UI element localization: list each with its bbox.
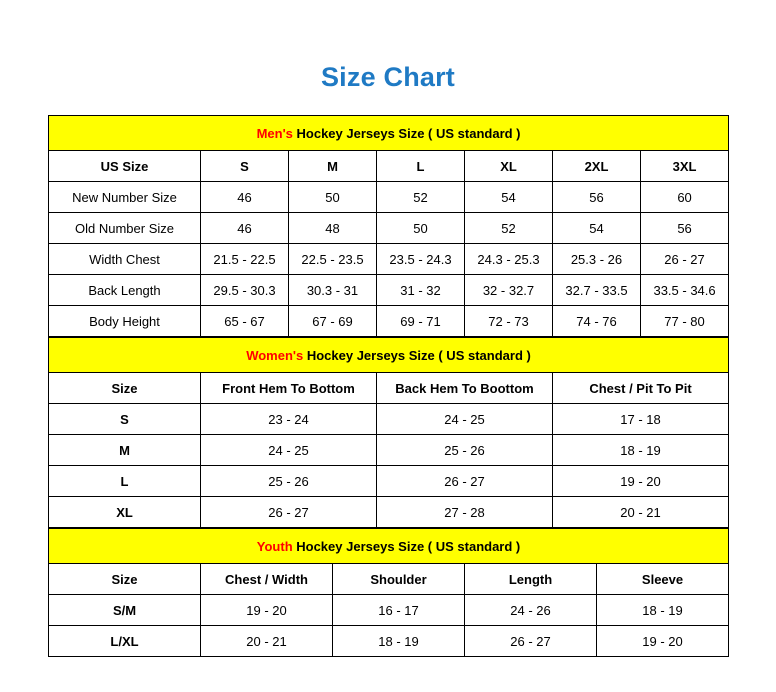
table-cell: 20 - 21 bbox=[553, 497, 729, 528]
table-cell: 25 - 26 bbox=[201, 466, 377, 497]
section-banner-row bbox=[49, 116, 729, 151]
youth-header-cell: Size bbox=[49, 564, 201, 595]
table-cell: 25.3 - 26 bbox=[553, 244, 641, 275]
mens-header-cell: US Size bbox=[49, 151, 201, 182]
table-cell: 19 - 20 bbox=[597, 626, 729, 657]
table-cell: 33.5 - 34.6 bbox=[641, 275, 729, 306]
womens-header-cell: Front Hem To Bottom bbox=[201, 373, 377, 404]
youth-section-banner bbox=[49, 529, 729, 564]
mens-banner-accent: Men's bbox=[256, 125, 293, 141]
womens-banner-rest: Hockey Jerseys Size ( US standard ) bbox=[303, 347, 531, 363]
table-cell: 32.7 - 33.5 bbox=[553, 275, 641, 306]
table-cell: 50 bbox=[377, 213, 465, 244]
youth-header-cell: Length bbox=[465, 564, 597, 595]
table-cell: 26 - 27 bbox=[641, 244, 729, 275]
table-cell: 26 - 27 bbox=[465, 626, 597, 657]
table-row bbox=[49, 306, 729, 337]
table-cell: 24 - 26 bbox=[465, 595, 597, 626]
table-cell: 32 - 32.7 bbox=[465, 275, 553, 306]
table-row bbox=[49, 435, 729, 466]
table-cell: 60 bbox=[641, 182, 729, 213]
table-cell: 26 - 27 bbox=[201, 497, 377, 528]
youth-banner-accent: Youth bbox=[256, 538, 293, 554]
table-row bbox=[49, 182, 729, 213]
table-cell: 52 bbox=[377, 182, 465, 213]
row-label: L/XL bbox=[49, 626, 201, 657]
row-label: S bbox=[49, 404, 201, 435]
table-cell: 69 - 71 bbox=[377, 306, 465, 337]
womens-header-cell: Chest / Pit To Pit bbox=[553, 373, 729, 404]
table-cell: 56 bbox=[553, 182, 641, 213]
table-cell: 17 - 18 bbox=[553, 404, 729, 435]
table-header-row bbox=[49, 564, 729, 595]
table-row bbox=[49, 466, 729, 497]
table-cell: 19 - 20 bbox=[201, 595, 333, 626]
womens-banner-accent: Women's bbox=[246, 347, 304, 363]
womens-header-cell: Size bbox=[49, 373, 201, 404]
table-cell: 31 - 32 bbox=[377, 275, 465, 306]
table-cell: 25 - 26 bbox=[377, 435, 553, 466]
table-cell: 18 - 19 bbox=[553, 435, 729, 466]
table-cell: 46 bbox=[201, 182, 289, 213]
table-header-row bbox=[49, 151, 729, 182]
table-cell: 46 bbox=[201, 213, 289, 244]
section-banner-row bbox=[49, 338, 729, 373]
youth-header-cell: Sleeve bbox=[597, 564, 729, 595]
table-cell: 29.5 - 30.3 bbox=[201, 275, 289, 306]
row-label: L bbox=[49, 466, 201, 497]
table-row bbox=[49, 244, 729, 275]
row-label: M bbox=[49, 435, 201, 466]
table-cell: 30.3 - 31 bbox=[289, 275, 377, 306]
mens-header-cell: XL bbox=[465, 151, 553, 182]
mens-header-cell: L bbox=[377, 151, 465, 182]
table-cell: 65 - 67 bbox=[201, 306, 289, 337]
table-cell: 24 - 25 bbox=[201, 435, 377, 466]
table-cell: 54 bbox=[465, 182, 553, 213]
mens-section-banner bbox=[49, 116, 729, 151]
mens-size-table bbox=[48, 115, 729, 337]
table-cell: 21.5 - 22.5 bbox=[201, 244, 289, 275]
table-cell: 50 bbox=[289, 182, 377, 213]
row-label: Body Height bbox=[49, 306, 201, 337]
youth-banner-rest: Hockey Jerseys Size ( US standard ) bbox=[292, 538, 521, 554]
table-row bbox=[49, 213, 729, 244]
mens-header-cell: M bbox=[289, 151, 377, 182]
table-row bbox=[49, 497, 729, 528]
table-cell: 18 - 19 bbox=[333, 626, 465, 657]
table-cell: 52 bbox=[465, 213, 553, 244]
table-cell: 56 bbox=[641, 213, 729, 244]
section-banner-row bbox=[49, 529, 729, 564]
mens-header-cell: S bbox=[201, 151, 289, 182]
row-label: Width Chest bbox=[49, 244, 201, 275]
table-cell: 16 - 17 bbox=[333, 595, 465, 626]
table-cell: 26 - 27 bbox=[377, 466, 553, 497]
table-row bbox=[49, 275, 729, 306]
table-cell: 54 bbox=[553, 213, 641, 244]
table-row bbox=[49, 404, 729, 435]
table-row bbox=[49, 595, 729, 626]
table-cell: 77 - 80 bbox=[641, 306, 729, 337]
table-cell: 22.5 - 23.5 bbox=[289, 244, 377, 275]
table-row bbox=[49, 626, 729, 657]
womens-header-cell: Back Hem To Boottom bbox=[377, 373, 553, 404]
table-cell: 24.3 - 25.3 bbox=[465, 244, 553, 275]
mens-banner-rest: Hockey Jerseys Size ( US standard ) bbox=[292, 125, 521, 141]
size-chart-container bbox=[48, 115, 728, 657]
table-cell: 74 - 76 bbox=[553, 306, 641, 337]
table-cell: 27 - 28 bbox=[377, 497, 553, 528]
table-cell: 72 - 73 bbox=[465, 306, 553, 337]
womens-size-table bbox=[48, 337, 729, 528]
table-cell: 19 - 20 bbox=[553, 466, 729, 497]
youth-header-cell: Chest / Width bbox=[201, 564, 333, 595]
table-cell: 67 - 69 bbox=[289, 306, 377, 337]
table-cell: 23 - 24 bbox=[201, 404, 377, 435]
table-cell: 23.5 - 24.3 bbox=[377, 244, 465, 275]
row-label: New Number Size bbox=[49, 182, 201, 213]
youth-size-table bbox=[48, 528, 729, 657]
page-title: Size Chart bbox=[320, 62, 456, 92]
table-cell: 20 - 21 bbox=[201, 626, 333, 657]
table-cell: 24 - 25 bbox=[377, 404, 553, 435]
table-cell: 48 bbox=[289, 213, 377, 244]
table-header-row bbox=[49, 373, 729, 404]
youth-header-cell: Shoulder bbox=[333, 564, 465, 595]
womens-section-banner bbox=[49, 338, 729, 373]
row-label: S/M bbox=[49, 595, 201, 626]
row-label: Back Length bbox=[49, 275, 201, 306]
mens-header-cell: 3XL bbox=[641, 151, 729, 182]
row-label: XL bbox=[49, 497, 201, 528]
mens-header-cell: 2XL bbox=[553, 151, 641, 182]
row-label: Old Number Size bbox=[49, 213, 201, 244]
table-cell: 18 - 19 bbox=[597, 595, 729, 626]
